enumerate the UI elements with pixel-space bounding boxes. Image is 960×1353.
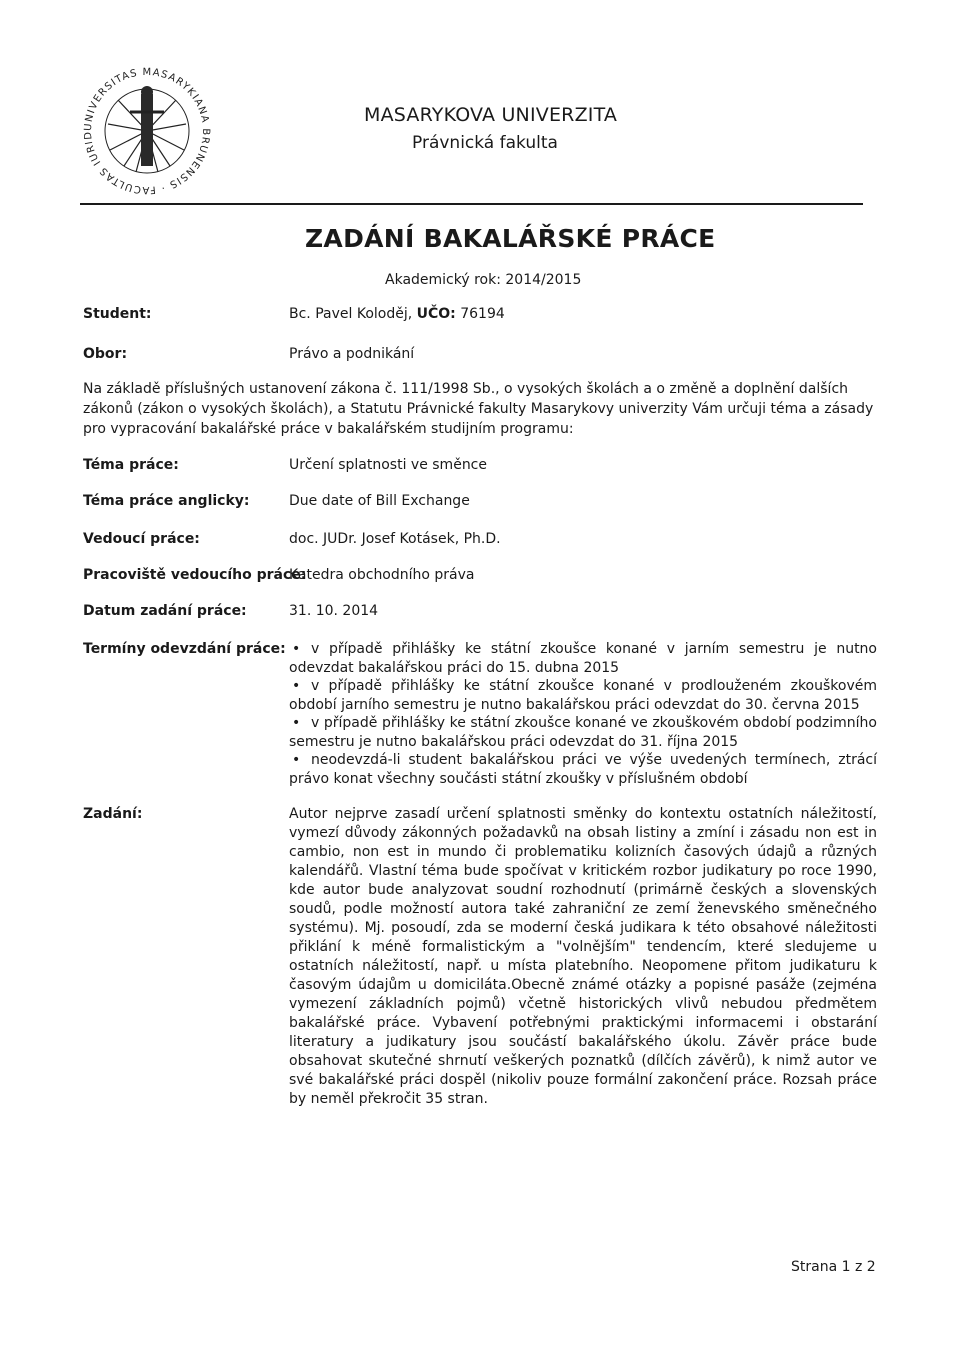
department-label: Pracoviště vedoucího práce: [83,567,307,583]
university-seal-logo [78,62,216,200]
deadlines-label: Termíny odevzdání práce: [83,641,286,657]
document-title: ZADÁNÍ BAKALÁŘSKÉ PRÁCE [305,224,716,253]
deadlines-list [289,640,877,788]
topic-english-label: Téma práce anglicky: [83,493,250,509]
list-item: • v případě přihlášky ke státní zkoušce konané ve zkouškovém období podzimního semestru je nutno bakalářskou práci odevzdat do 31. října 2015 [289,714,877,751]
university-name: MASARYKOVA UNIVERZITA [364,104,618,126]
field-label: Obor: [83,346,128,362]
student-value [289,306,505,322]
header-divider [80,203,863,205]
page-number: Strana 1 z 2 [791,1259,876,1275]
topic-label: Téma práce: [83,457,179,473]
student-name: Bc. Pavel Koloděj, [289,306,417,322]
list-item: • neodevzdá-li student bakalářskou práci ve výše uvedených termínech, ztrácí právo konat všechny součásti státní zkoušky v příslušném období [289,751,877,788]
supervisor-label: Vedoucí práce: [83,531,200,547]
assignment-text: Autor nejprve zasadí určení splatnosti směnky do kontextu ostatních náležitostí, vymezí důvody zákonných požadavků na obsah listiny a zmíní i zásadu non est in cambio, non est in mundo či problematiku kolizních časových údajů a různých kalendářů. Vlastní téma bude spočívat v kritickém rozbor judikatury po roce 1990, kde autor bude analyzovat soudní rozhodnutí (primárně českých a slovenských soudů, podle možností autora také zahraniční ze zemí ženevského směnečného systému). Mj. posoudí, zda se moderní česká judikara k této obsahové náležitosti přiklání k méně formalistickým a "volnějším" tendencím, které sledujeme u ostatních náležitostí, např. u místa platebního. Neopomene přitom judikaturu k časovým údajům u domiciláta.Obecně známé otázky a popisné pasáže (zejména vymezení základních pojmů) včetně historických vlivů nebudou předmětem bakalářské práce. Vybavení potřebnými praktickými informacemi i obstarání literatury a judikatury jsou součástí bakalářského úkolu. Závěr práce bude obsahovat skutečné shrnutí veškerých poznatků (dílčích závěrů), k nimž autor ve své bakalářské práci dospěl (nikoliv pouze formální zakončení práce. Rozsah práce by neměl překročit 35 stran. [289,806,877,1107]
assignment-date-label: Datum zadání práce: [83,603,247,619]
list-item: • v případě přihlášky ke státní zkoušce konané v jarním semestru je nutno odevzdat bakalářskou práci do 15. dubna 2015 [289,640,877,677]
faculty-name: Právnická fakulta [412,133,558,153]
department-value: Katedra obchodního práva [289,567,475,583]
topic-value: Určení splatnosti ve směnce [289,457,487,473]
student-label: Student: [83,306,152,322]
list-item: • v případě přihlášky ke státní zkoušce konané v prodlouženém zkouškovém období jarního semestru je nutno bakalářskou práci odevzdat do 30. června 2015 [289,677,877,714]
intro-paragraph: Na základě příslušných ustanovení zákona č. 111/1998 Sb., o vysokých školách a o změně a doplnění dalších zákonů (zákon o vysokých školách), a Statutu Právnické fakulty Masarykovy univerzity Vám určuji téma a zásady pro vypracování bakalářské práce v bakalářském studijním programu: [83,381,874,437]
academic-year: Akademický rok: 2014/2015 [385,272,582,288]
assignment-date-value: 31. 10. 2014 [289,603,379,619]
uco-value: 76194 [455,306,505,322]
supervisor-value: doc. JUDr. Josef Kotásek, Ph.D. [289,531,501,547]
topic-english-value: Due date of Bill Exchange [289,493,470,509]
assignment-label: Zadání: [83,806,143,822]
seal-text: UNIVERSITAS MASARYKIANA BRUNENSIS · FACULTAS IURID [82,66,212,196]
uco-label: UČO: [416,306,456,322]
field-value: Právo a podnikání [289,346,415,362]
